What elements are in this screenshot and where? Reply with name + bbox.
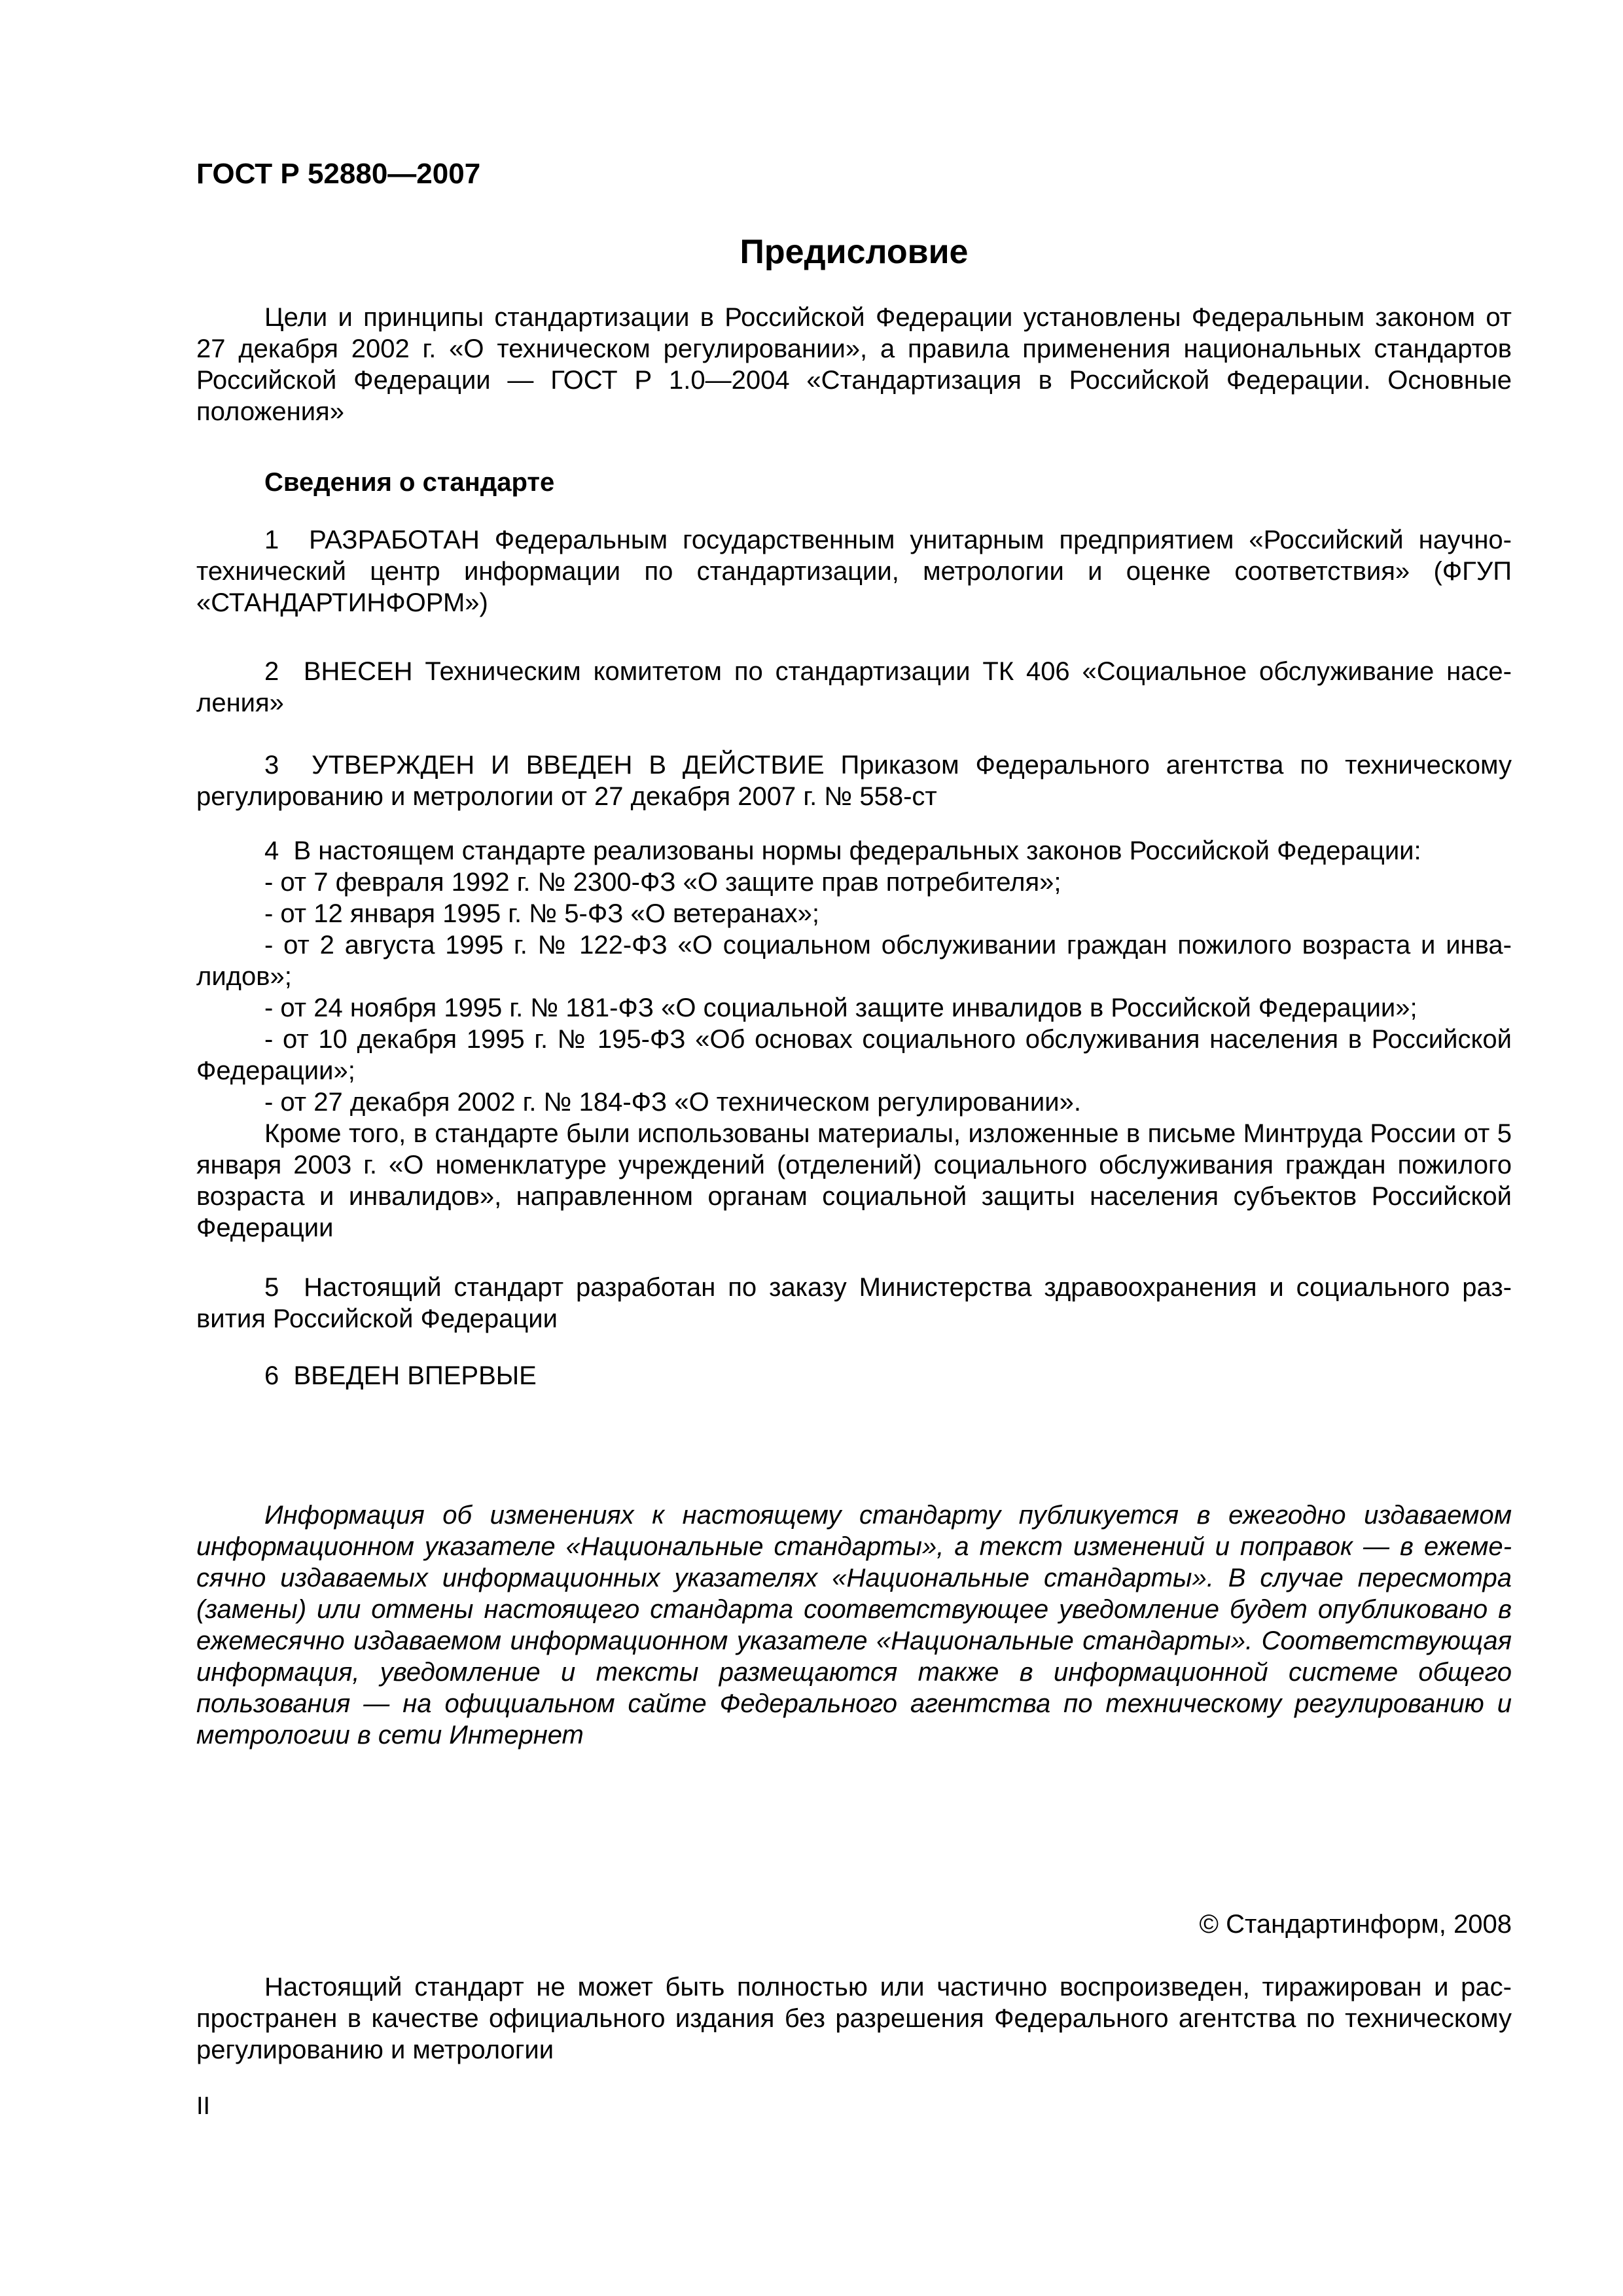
law-item: - от 12 января 1995 г. № 5-ФЗ «О ветеранах»; [264,899,820,928]
copyright-line: © Стандартинформ, 2008 [1199,1910,1512,1939]
law-item: - от 7 февраля 1992 г. № 2300-ФЗ «О защите прав потребителя»; [264,868,1061,897]
law-item: - от 10 декабря 1995 г. № 195-ФЗ «Об основах социального обслуживания населения в Российской Федерации»; [196,1025,1512,1085]
clause-laws-note: Кроме того, в стандарте были использованы материалы, изложенные в письме Минтруда России от 5 января 2003 г. «О номенклатуре учреждений (отделений) социального обслуживания граждан пожилого возраста и инвалидов», направленном органам социальной защиты населения субъектов Российской Федерации [196,1119,1512,1242]
law-item: - от 2 августа 1995 г. № 122-ФЗ «О социальном обслуживании граждан пожилого возраста и инвалидов»; [196,931,1512,991]
amendments-note: Информация об изменениях к настоящему стандарту публикуется в ежегодно издаваемом информационном указателе «Национальные стандарты», а текст изменений и поправок — в ежемесячно издаваемых информационных указателях «Национальные стандарты». В случае пересмотра (замены) или отмены настоящего стандарта соответствующее уведомление будет опубликовано в ежемесячно издаваемом информационном указателе «Национальные стандарты». Соответствующая информация, уведомление и тексты размещаются также в информационной системе общего пользования — на официальном сайте Федерального агентства по техническому регулированию и метрологии в сети Интернет [196,1501,1512,1749]
page-title: Предисловие [740,233,969,271]
clause-ordered-by: 5 Настоящий стандарт разработан по заказу Министерства здравоохранения и социального развития Российской Федерации [196,1273,1512,1333]
clause-developed: 1 РАЗРАБОТАН Федеральным государственным унитарным предприятием «Российский научно-технический центр информации по стандартизации, метрологии и оценке соответствия» (ФГУП «СТАНДАРТИНФОРМ») [196,526,1512,617]
document-number: ГОСТ Р 52880—2007 [196,158,481,190]
reproduction-notice: Настоящий стандарт не может быть полностью или частично воспроизведен, тиражирован и распространен в качестве официального издания без разрешения Федерального агентства по техническому регулированию и метрологии [196,1973,1512,2064]
clause-first-introduced: 6 ВВЕДЕН ВПЕРВЫЕ [264,1361,537,1390]
law-item: - от 27 декабря 2002 г. № 184-ФЗ «О техническом регулировании». [264,1088,1081,1117]
amendments-note-block [196,1499,1512,1751]
clause-laws [196,835,1512,1244]
law-item: - от 24 ноября 1995 г. № 181-ФЗ «О социальной защите инвалидов в Российской Федерации»; [264,994,1418,1022]
clause-laws-intro: 4 В настоящем стандарте реализованы нормы федеральных законов Российской Федерации: [264,836,1421,865]
standard-info-heading: Сведения о стандарте [264,468,555,497]
intro-paragraph: Цели и принципы стандартизации в Российской Федерации установлены Федеральным законом от 27 декабря 2002 г. «О техническом регулировании», а правила применения национальных стандартов Российской Федерации — ГОСТ Р 1.0—2004 «Стандартизация в Российской Федерации. Основные положения» [196,303,1512,426]
page-number: II [196,2092,211,2120]
clause-approved: 3 УТВЕРЖДЕН И ВВЕДЕН В ДЕЙСТВИЕ Приказом Федерального агентства по техническому регулированию и метрологии от 27 декабря 2007 г. № 558-ст [196,751,1512,811]
clause-submitted: 2 ВНЕСЕН Техническим комитетом по стандартизации ТК 406 «Социальное обслуживание населения» [196,657,1512,717]
